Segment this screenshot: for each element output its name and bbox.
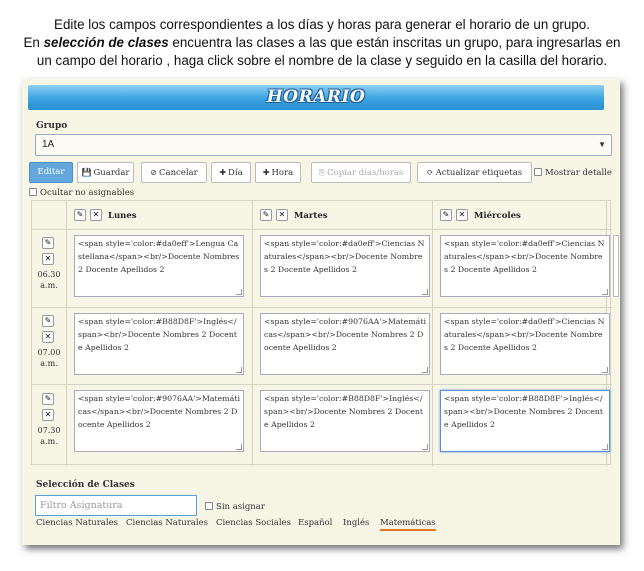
delete-day-lunes-button[interactable] [90, 209, 102, 221]
schedule-cell-miercoles-0630[interactable] [440, 235, 610, 297]
class-chip[interactable]: Ciencias Naturales [36, 518, 118, 528]
delete-day-miercoles-button[interactable] [456, 209, 468, 221]
page-title: HORARIO [266, 87, 366, 107]
close-icon: ✕ [44, 410, 52, 419]
actualizar-etiquetas-button[interactable] [417, 162, 532, 183]
resize-grip-icon[interactable] [602, 444, 608, 450]
resize-grip-icon[interactable] [422, 367, 428, 373]
pencil-icon: ✎ [44, 316, 52, 325]
close-icon: ✕ [458, 210, 466, 219]
cell-text: <span style='color:#da0eff'>Ciencias Naturales</span><br/>Docente Nombres 2 Docente Apellidos 2 [444, 239, 605, 274]
resize-grip-icon[interactable] [422, 289, 428, 295]
plus-icon: ✚ [219, 168, 227, 177]
resize-grip-icon[interactable] [236, 367, 242, 373]
resize-grip-icon[interactable] [236, 444, 242, 450]
schedule-cell-lunes-0700[interactable] [74, 313, 244, 375]
cancelar-label: Cancelar [159, 168, 198, 178]
instructions-line-2 [0, 34, 644, 52]
delete-time-button[interactable] [42, 409, 54, 421]
checkbox-icon [205, 502, 213, 510]
edit-day-lunes-button[interactable] [74, 209, 86, 221]
ban-icon: ⊘ [150, 168, 157, 177]
app-window [22, 79, 620, 545]
pencil-icon: ✎ [262, 210, 270, 219]
filtro-placeholder: Filtro Asignatura [40, 500, 123, 511]
schedule-grid [31, 200, 611, 465]
pencil-icon: ✎ [44, 394, 52, 403]
pencil-icon: ✎ [442, 210, 450, 219]
class-chip[interactable]: Ciencias Sociales [216, 518, 291, 528]
grid-line [32, 229, 612, 230]
grid-line [252, 201, 253, 466]
delete-time-button[interactable] [42, 331, 54, 343]
close-icon: ✕ [92, 210, 100, 219]
time-label: 07.00 a.m. [37, 348, 61, 368]
pencil-icon: ✎ [44, 238, 52, 247]
next-column-cell[interactable] [613, 235, 619, 297]
pencil-icon: ✎ [76, 210, 84, 219]
cell-text: <span style='color:#9076AA'>Matemáticas</span><br/>Docente Nombres 2 Docente Apellidos 2 [264, 317, 426, 352]
checkbox-icon [29, 188, 37, 196]
horario-banner [28, 85, 604, 110]
resize-grip-icon[interactable] [602, 289, 608, 295]
grid-line [32, 384, 612, 385]
cancelar-button[interactable] [141, 162, 207, 183]
cell-text: <span style='color:#B88D8F'>Inglés</span><br/>Docente Nombres 2 Docente Apellidos 2 [444, 394, 604, 429]
schedule-cell-martes-0730[interactable] [260, 390, 430, 452]
guardar-button[interactable] [77, 162, 134, 183]
cell-text: <span style='color:#B88D8F'>Inglés</span><br/>Docente Nombres 2 Docente Apellidos 2 [264, 394, 424, 429]
plus-icon: ✚ [262, 168, 270, 177]
copiar-label: Copiar días/horas [327, 168, 404, 178]
instructions-emphasis: selección de clases [43, 35, 169, 50]
resize-grip-icon[interactable] [422, 444, 428, 450]
schedule-cell-miercoles-0700[interactable] [440, 313, 610, 375]
sin-asignar-checkbox[interactable] [205, 502, 265, 512]
edit-day-martes-button[interactable] [260, 209, 272, 221]
edit-time-button[interactable] [42, 237, 54, 249]
grupo-label: Grupo [36, 121, 68, 131]
class-chip-active[interactable]: Matemáticas [380, 518, 436, 531]
delete-time-button[interactable] [42, 253, 54, 265]
delete-day-martes-button[interactable] [276, 209, 288, 221]
cell-text: <span style='color:#da0eff'>Lengua Castellana</span><br/>Docente Nombres 2 Docente Apellidos 2 [78, 239, 240, 274]
save-icon: 💾 [81, 168, 92, 177]
grupo-select[interactable] [35, 134, 612, 156]
cell-text: <span style='color:#9076AA'>Matemáticas</span><br/>Docente Nombres 2 Docente Apellidos 2 [78, 394, 240, 429]
schedule-cell-martes-0630[interactable] [260, 235, 430, 297]
cell-text: <span style='color:#da0eff'>Ciencias Naturales</span><br/>Docente Nombres 2 Docente Apellidos 2 [264, 239, 425, 274]
cell-text: <span style='color:#da0eff'>Ciencias Naturales</span><br/>Docente Nombres 2 Docente Apellidos 2 [444, 317, 605, 352]
guardar-label: Guardar [93, 168, 130, 178]
cell-text: <span style='color:#B88D8F'>Inglés</span><br/>Docente Nombres 2 Docente Apellidos 2 [78, 317, 238, 352]
instructions-line-1: Edite los campos correspondientes a los días y horas para generar el horario de un grupo. [54, 17, 590, 32]
seleccion-clases-title: Selección de Clases [36, 480, 135, 490]
day-header-miercoles: Miércoles [474, 211, 521, 221]
class-chip[interactable]: Español [298, 518, 333, 528]
time-label: 06.30 a.m. [37, 270, 61, 290]
edit-day-miercoles-button[interactable] [440, 209, 452, 221]
close-icon: ✕ [278, 210, 286, 219]
hora-label: Hora [271, 168, 294, 178]
edit-time-button[interactable] [42, 315, 54, 327]
schedule-cell-lunes-0630[interactable] [74, 235, 244, 297]
edit-time-button[interactable] [42, 393, 54, 405]
copiar-button[interactable] [311, 162, 411, 183]
add-hora-button[interactable] [255, 162, 301, 183]
add-dia-button[interactable] [211, 162, 251, 183]
checkbox-icon [534, 168, 542, 176]
editar-button[interactable]: Editar [29, 162, 73, 183]
instructions-line-3: un campo del horario , haga click sobre el nombre de la clase y seguido en la casilla del horario. [36, 53, 608, 68]
close-icon: ✕ [44, 254, 52, 263]
copy-icon: ⎘ [318, 168, 326, 177]
grupo-selected-value: 1A [42, 139, 55, 150]
day-header-martes: Martes [294, 211, 328, 221]
instructions-text [0, 16, 644, 70]
instructions-line-2-pre: En [23, 35, 44, 50]
grid-line [66, 201, 67, 466]
ocultar-no-asignables-checkbox[interactable] [29, 188, 134, 198]
actualizar-label: Actualizar etiquetas [435, 168, 523, 178]
schedule-cell-martes-0700[interactable] [260, 313, 430, 375]
class-chip[interactable]: Ciencias Naturales [126, 518, 208, 528]
time-label: 07.30 a.m. [37, 426, 61, 446]
chevron-down-icon: ▼ [598, 140, 606, 149]
day-header-lunes: Lunes [108, 211, 137, 221]
resize-grip-icon[interactable] [236, 289, 242, 295]
dia-label: Día [228, 168, 243, 178]
refresh-icon: ⟳ [426, 168, 434, 177]
close-icon: ✕ [44, 332, 52, 341]
filtro-asignatura-input[interactable] [35, 495, 197, 516]
sin-asignar-label: Sin asignar [216, 502, 265, 512]
ocultar-label: Ocultar no asignables [40, 188, 135, 198]
mostrar-detalle-label: Mostrar detalle [545, 168, 612, 178]
mostrar-detalle-checkbox[interactable] [534, 168, 612, 178]
class-chip[interactable]: Inglés [343, 518, 370, 528]
grid-line [432, 201, 433, 466]
schedule-cell-lunes-0730[interactable] [74, 390, 244, 452]
resize-grip-icon[interactable] [602, 367, 608, 373]
grid-line [32, 307, 612, 308]
instructions-line-2-post: encuentra las clases a las que están inscritas un grupo, para ingresarlas en [168, 35, 621, 50]
schedule-cell-miercoles-0730[interactable] [440, 390, 610, 452]
